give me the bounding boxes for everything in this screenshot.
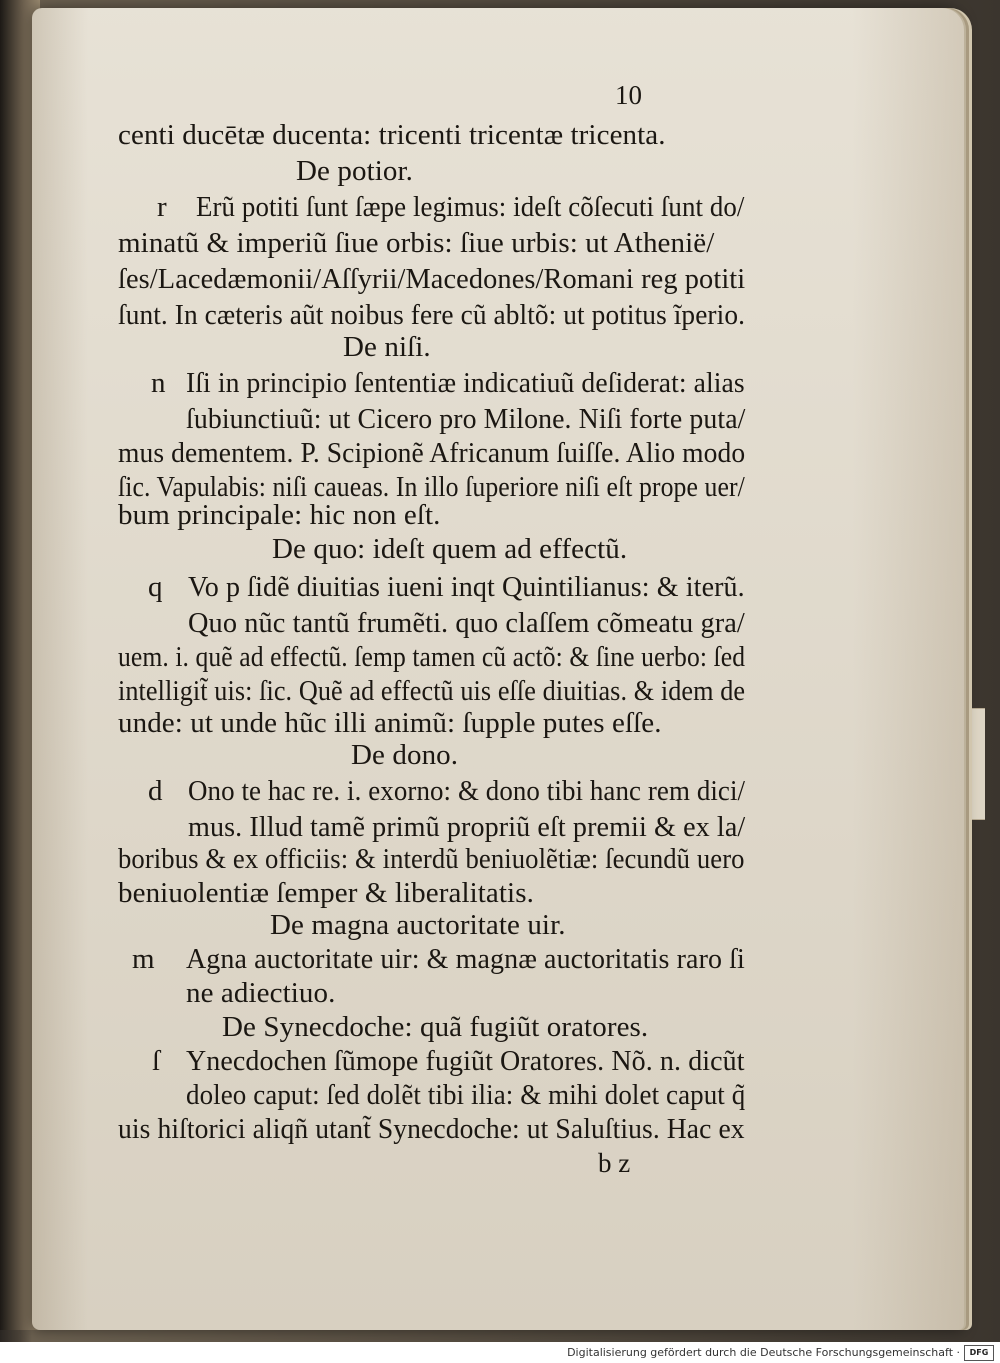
text-line: Quo nũc tantũ frumẽti. quo claſſem cõmeatu gra/ xyxy=(188,607,745,639)
text-line: Iſi in principio ſententiæ indicatiuũ deſiderat: alias xyxy=(186,367,745,399)
text-line: uis hiſtorici aliqñ utant̃ Synecdoche: ut Saluſtius. Hac ex xyxy=(118,1113,745,1145)
section-heading: De magna auctoritate uir. xyxy=(270,909,566,941)
text-line: Ono te hac re. i. exorno: & dono tibi hanc rem dici/ xyxy=(188,775,746,807)
text-line: Erũ potiti ſunt ſæpe legimus: ideſt cõſecuti ſunt do/ xyxy=(196,191,745,223)
text-line: boribus & ex officiis: & interdũ beniuolẽtiæ: ſecundũ uero xyxy=(118,843,745,875)
guide-letter: n xyxy=(151,367,166,399)
text-line: ſubiunctiuũ: ut Cicero pro Milone. Niſi forte puta/ xyxy=(186,403,746,435)
section-heading: De quo: ideſt quem ad effectũ. xyxy=(272,533,628,565)
text-line: ſunt. In cæteris aũt noibus fere cũ abltõ: ut potitus ĩperio. xyxy=(118,299,746,331)
text-line: centi ducētæ ducenta: tricenti tricentæ tricenta. xyxy=(118,119,666,151)
text-line: mus. Illud tamẽ primũ propriũ eſt premii & ex la/ xyxy=(188,811,746,843)
text-line: doleo caput: ſed dolẽt tibi ilia: & mihi dolet caput q̃ xyxy=(186,1079,746,1111)
guide-letter: d xyxy=(148,775,163,807)
section-heading: De niſi. xyxy=(343,331,431,363)
dfg-logo-icon[interactable]: DFG xyxy=(964,1345,994,1361)
folio-number: 10 xyxy=(615,80,642,110)
text-line: intelligit̃ uis: ſic. Quẽ ad effectũ uis eſſe diuitias. & idem de xyxy=(118,675,746,707)
text-line: mus dementem. P. Scipionẽ Africanum ſuiſſe. Alio modo xyxy=(118,437,746,469)
guide-letter: q xyxy=(148,571,163,603)
guide-letter: r xyxy=(157,191,167,223)
text-line: ſes/Lacedæmonii/Aſſyrii/Macedones/Romani reg potiti xyxy=(118,263,746,295)
text-line: Ynecdochen ſũmope fugiũt Oratores. Nõ. n. dicũt xyxy=(186,1045,745,1077)
text-line: ne adiectiuo. xyxy=(186,977,336,1009)
section-heading: De Synecdoche: quã fugiũt oratores. xyxy=(222,1011,649,1043)
text-line: minatũ & imperiũ ſiue orbis: ſiue urbis: ut Athenië/ xyxy=(118,227,715,259)
text-line: ſic. Vapulabis: niſi caueas. In illo ſuperiore niſi eſt prope uer/ xyxy=(118,471,745,503)
signature-mark: b z xyxy=(598,1148,631,1178)
text-line: Vo p ſidẽ diuitias iueni inqt Quintilianus: & iterũ. xyxy=(188,571,745,603)
text-line: Agna auctoritate uir: & magnæ auctoritatis raro ſi xyxy=(186,943,745,975)
text-line: beniuolentiæ ſemper & liberalitatis. xyxy=(118,877,534,909)
section-heading: De dono. xyxy=(351,739,459,771)
guide-letter: m xyxy=(132,943,155,975)
text-line: unde: ut unde hũc illi animũ: ſupple putes eſſe. xyxy=(118,707,662,739)
footer-bar xyxy=(0,1342,1000,1363)
text-line: uem. i. quẽ ad effectũ. ſemp tamen cũ actõ: & ſine uerbo: ſed xyxy=(118,641,746,673)
guide-letter: ſ xyxy=(152,1045,161,1077)
section-heading: De potior. xyxy=(296,155,413,187)
footer-credit: Digitalisierung gefördert durch die Deutsche Forschungsgemeinschaft · xyxy=(567,1346,960,1359)
text-line: bum principale: hic non eſt. xyxy=(118,499,441,531)
